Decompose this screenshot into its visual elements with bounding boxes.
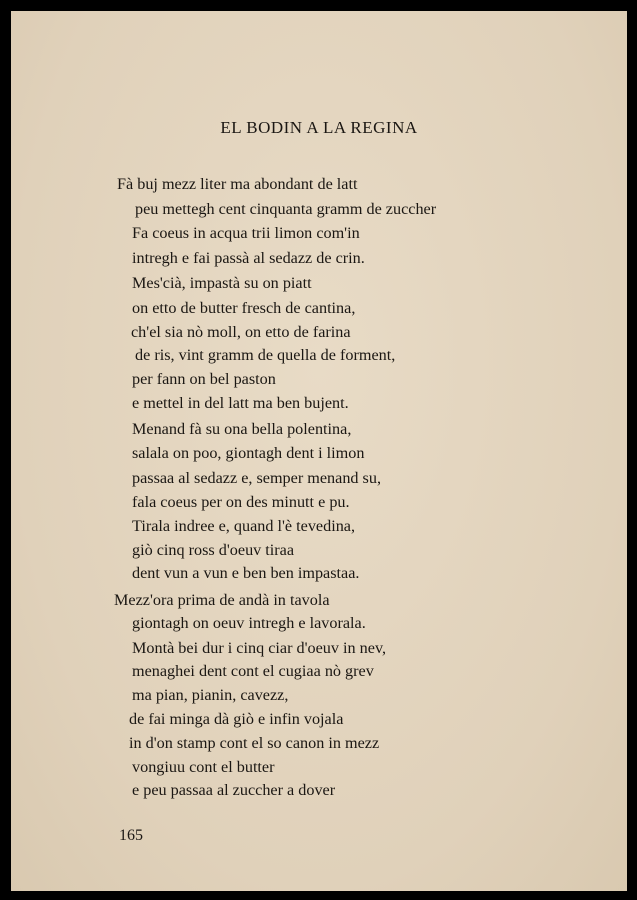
page-number: 165 — [119, 827, 143, 844]
poem-line: Tirala indree e, quand l'è tevedina, — [132, 517, 356, 535]
poem-line: passaa al sedazz e, semper menand su, — [132, 469, 382, 487]
poem-line: ch'el sia nò moll, on etto de farina — [131, 323, 351, 341]
poem-line: salala on poo, giontagh dent i limon — [132, 444, 365, 462]
poem-line: per fann on bel paston — [132, 370, 276, 388]
poem-line: vongiuu cont el butter — [132, 758, 275, 776]
poem-line: Fa coeus in acqua trii limon com'in — [132, 224, 360, 242]
poem-line: on etto de butter fresch de cantina, — [132, 299, 356, 317]
poem-line: Menand fà su ona bella polentina, — [132, 420, 352, 438]
poem-line: Mes'cià, impastà su on piatt — [132, 274, 312, 292]
poem-line: e mettel in del latt ma ben bujent. — [132, 394, 349, 412]
poem-title: EL BODIN A LA REGINA — [220, 118, 418, 137]
book-page — [11, 11, 627, 891]
poem-line: intregh e fai passà al sedazz de crin. — [132, 249, 365, 267]
poem-line: Fà buj mezz liter ma abondant de latt — [117, 175, 358, 193]
poem-line: dent vun a vun e ben ben impastaa. — [132, 564, 360, 582]
poem-line: in d'on stamp cont el so canon in mezz — [129, 734, 380, 752]
poem-line: de fai minga dà giò e infin vojala — [129, 710, 344, 728]
poem-line: de ris, vint gramm de quella de forment, — [135, 346, 396, 364]
poem-line: giontagh on oeuv intregh e lavorala. — [132, 614, 366, 632]
poem-line: Montà bei dur i cinq ciar d'oeuv in nev, — [132, 639, 387, 657]
poem-body — [11, 11, 627, 891]
poem-line: peu mettegh cent cinquanta gramm de zuccher — [135, 200, 437, 218]
poem-line: menaghei dent cont el cugiaa nò grev — [132, 662, 374, 680]
poem-line: e peu passaa al zuccher a dover — [132, 781, 336, 799]
poem-line: Mezz'ora prima de andà in tavola — [114, 591, 330, 609]
poem-line: fala coeus per on des minutt e pu. — [132, 493, 350, 511]
poem-line: ma pian, pianin, cavezz, — [132, 686, 289, 704]
poem-line: giò cinq ross d'oeuv tiraa — [132, 541, 295, 559]
